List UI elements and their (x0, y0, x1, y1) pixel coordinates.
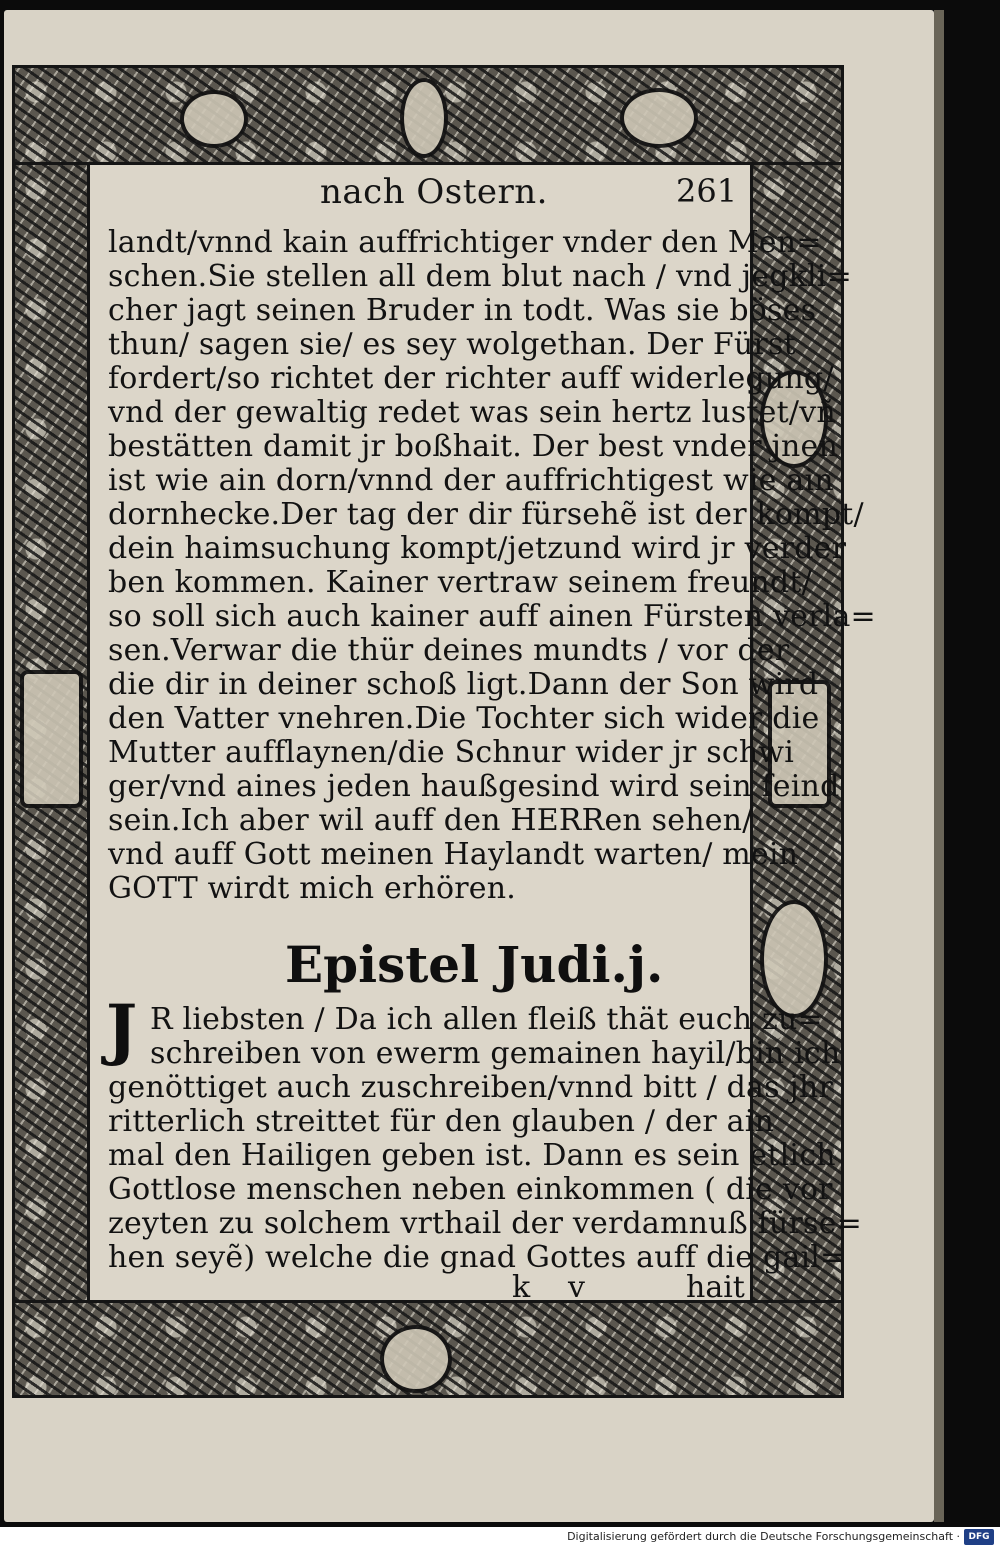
text-line: hen seyẽ) welche die gnad Gottes auff die gail= (108, 1240, 846, 1275)
text-line: ger/vnd aines jeden haußgesind wird sein feind (108, 769, 840, 804)
signature-line (0, 1270, 1000, 1310)
section-heading: Epistel Judi.j. (285, 935, 664, 994)
text-line: R liebsten / Da ich allen fleiß thät euch zu= (150, 1002, 823, 1037)
text-line: vnd auff Gott meinen Haylandt warten/ mein (108, 837, 799, 872)
initial-letter: J (106, 990, 138, 1068)
text-line: schreiben von ewerm gemainen hayil/bin ich (150, 1036, 841, 1071)
text-line: die dir in deiner schoß ligt.Dann der Son wird (108, 667, 819, 702)
text-line: dein haimsuchung kompt/jetzund wird jr verder (108, 531, 847, 566)
text-line: landt/vnnd kain auffrichtiger vnder den Men= (108, 225, 822, 260)
text-line: ben kommen. Kainer vertraw seinem freundt/ (108, 565, 812, 600)
ornament-medallion (400, 78, 448, 158)
text-line: fordert/so richtet der richter auff widerlegung/ (108, 361, 834, 396)
text-line: sen.Verwar die thür deines mundts / vor der (108, 633, 790, 668)
text-line: mal den Hailigen geben ist. Dann es sein etlich (108, 1138, 836, 1173)
text-line: Gottlose menschen neben einkommen ( die vor (108, 1172, 833, 1207)
ornament-shield (20, 670, 83, 808)
text-line: ritterlich streittet für den glauben / der ain (108, 1104, 775, 1139)
ornament-medallion (620, 88, 698, 148)
text-line: sein.Ich aber wil auff den HERRen sehen/ (108, 803, 753, 838)
page-number: 261 (676, 172, 738, 210)
text-line: schen.Sie stellen all dem blut nach / vnd jegkli= (108, 259, 852, 294)
ornament-medallion (180, 90, 248, 148)
running-header: nach Ostern. (320, 172, 548, 212)
text-line: GOTT wirdt mich erhören. (108, 871, 517, 906)
signature-mark: k (512, 1270, 531, 1305)
dfg-logo: DFG (964, 1529, 994, 1545)
text-line: cher jagt seinen Bruder in todt. Was sie böses (108, 293, 817, 328)
ornament-medallion (760, 900, 828, 1018)
ornament-cherub-face (380, 1325, 452, 1393)
text-line: vnd der gewaltig redet was sein hertz lustet/vñ (108, 395, 836, 430)
text-line: zeyten zu solchem vrthail der verdamnuß fürse= (108, 1206, 862, 1241)
catchword: hait (686, 1270, 745, 1305)
text-line: ist wie ain dorn/vnnd der auffrichtigest wie ain (108, 463, 834, 498)
text-line: genöttiget auch zuschreiben/vnnd bitt / das jhr (108, 1070, 833, 1105)
footer-bar (0, 1527, 1000, 1548)
signature-number: v (568, 1270, 585, 1305)
funding-credit: Digitalisierung gefördert durch die Deutsche Forschungsgemeinschaft · (567, 1530, 960, 1543)
text-line: thun/ sagen sie/ es sey wolgethan. Der Fürst (108, 327, 796, 362)
text-line: Mutter aufflaynen/die Schnur wider jr schwi (108, 735, 795, 770)
text-line: bestätten damit jr boßhait. Der best vnder jnen (108, 429, 838, 464)
text-line: dornhecke.Der tag der dir fürsehẽ ist der kompt/ (108, 497, 864, 532)
text-line: so soll sich auch kainer auff ainen Fürsten verla= (108, 599, 876, 634)
text-line: den Vatter vnehren.Die Tochter sich wider die (108, 701, 820, 736)
